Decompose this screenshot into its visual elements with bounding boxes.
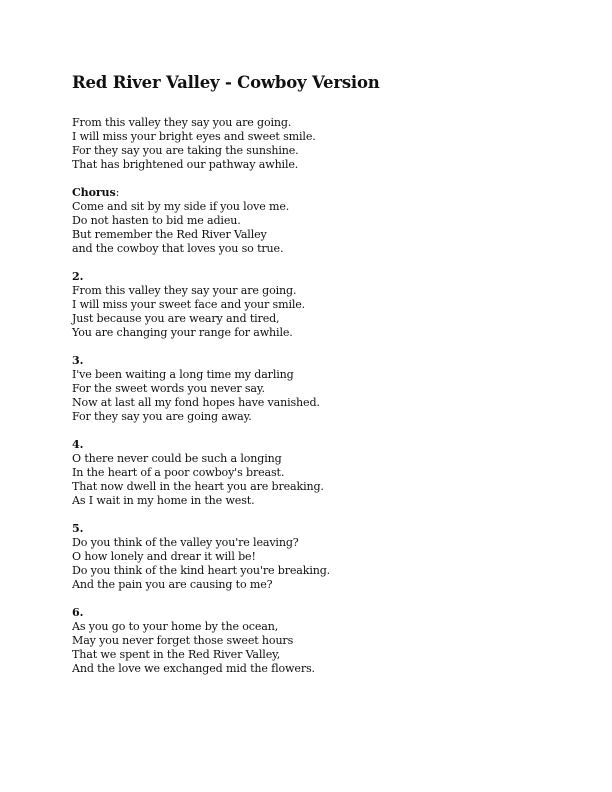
lyric-line: Just because you are weary and tired,	[72, 312, 280, 325]
lyric-line: Do not hasten to bid me adieu.	[72, 214, 241, 227]
song-body	[72, 116, 552, 676]
verse-6	[72, 606, 552, 676]
lyric-line: And the love we exchanged mid the flowers.	[72, 662, 315, 675]
lyric-line: Now at last all my fond hopes have vanished.	[72, 396, 320, 409]
lyric-line: That has brightened our pathway awhile.	[72, 158, 299, 171]
verse-number: 4.	[72, 438, 84, 451]
verse-3	[72, 354, 552, 424]
verse-number: 6.	[72, 606, 84, 619]
verse-1	[72, 116, 552, 172]
verse-number: 5.	[72, 522, 84, 535]
lyric-line: Come and sit by my side if you love me.	[72, 200, 290, 213]
chorus-label: Chorus	[72, 186, 116, 199]
chorus-heading	[72, 186, 552, 200]
verse-4	[72, 438, 552, 508]
verse-2	[72, 270, 552, 340]
lyric-line: From this valley they say you are going.	[72, 116, 292, 129]
verse-number: 2.	[72, 270, 84, 283]
lyric-line: O there never could be such a longing	[72, 452, 282, 465]
lyric-line: As you go to your home by the ocean,	[72, 620, 279, 633]
lyric-line: I will miss your bright eyes and sweet smile.	[72, 130, 316, 143]
lyric-line: But remember the Red River Valley	[72, 228, 267, 241]
lyric-line: May you never forget those sweet hours	[72, 634, 294, 647]
lyric-line: For the sweet words you never say.	[72, 382, 265, 395]
lyric-line: You are changing your range for awhile.	[72, 326, 293, 339]
lyric-line: Do you think of the valley you're leaving?	[72, 536, 299, 549]
verse-5	[72, 522, 552, 592]
lyric-line: and the cowboy that loves you so true.	[72, 242, 284, 255]
lyric-line: From this valley they say your are going.	[72, 284, 297, 297]
lyric-line: And the pain you are causing to me?	[72, 578, 273, 591]
chorus	[72, 186, 552, 256]
lyric-line: I've been waiting a long time my darling	[72, 368, 294, 381]
lyric-line: I will miss your sweet face and your smile.	[72, 298, 306, 311]
page-title: Red River Valley - Cowboy Version	[72, 73, 380, 92]
lyric-line: That we spent in the Red River Valley,	[72, 648, 281, 661]
lyric-line: That now dwell in the heart you are breaking.	[72, 480, 324, 493]
lyric-line: For they say you are taking the sunshine.	[72, 144, 299, 157]
verse-number: 3.	[72, 354, 84, 367]
lyric-line: Do you think of the kind heart you're breaking.	[72, 564, 331, 577]
chorus-label-colon: :	[115, 186, 120, 199]
lyric-line: As I wait in my home in the west.	[72, 494, 255, 507]
lyric-line: For they say you are going away.	[72, 410, 252, 423]
lyric-line: O how lonely and drear it will be!	[72, 550, 256, 563]
lyric-line: In the heart of a poor cowboy's breast.	[72, 466, 285, 479]
lyrics-page	[72, 72, 552, 690]
